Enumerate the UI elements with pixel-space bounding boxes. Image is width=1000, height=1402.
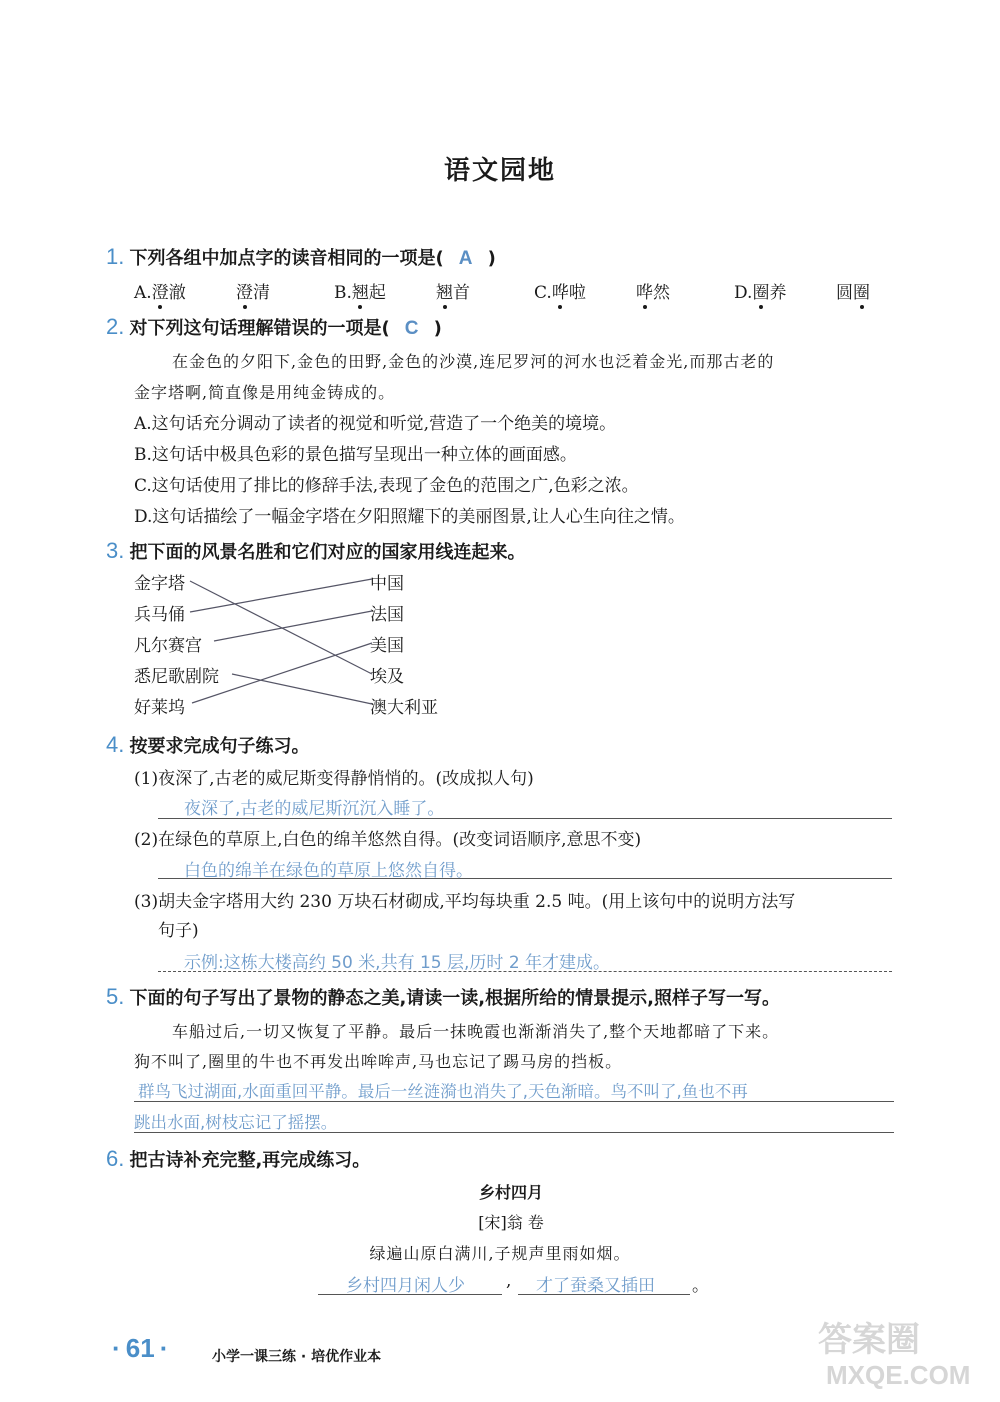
- handwritten-answer: 示例:这栋大楼高约 50 米,共有 15 层,历时 2 年才建成。: [184, 953, 611, 973]
- option-text: 养: [769, 283, 787, 303]
- bullet-dot: ·: [159, 1333, 169, 1363]
- handwritten-answer: 白色的绵羊在绿色的草原上悠然自得。: [184, 861, 473, 881]
- dotted-character: 哗: [636, 283, 653, 303]
- sentence-prompt: (1)夜深了,古老的威尼斯变得静悄悄的。(改成拟人句): [134, 769, 534, 789]
- country-item: 澳大利亚: [370, 698, 438, 718]
- country-item: 美国: [370, 636, 404, 656]
- page-number: [112, 1333, 168, 1364]
- watermark-logo: 答案圈: [818, 1320, 920, 1360]
- landmark-item: 凡尔赛宫: [134, 636, 202, 656]
- sentence-prompt: (2)在绿色的草原上,白色的绵羊悠然自得。(改变词语顺序,意思不变): [134, 830, 642, 850]
- answer-line: [158, 818, 892, 819]
- dotted-character: 翘: [436, 283, 453, 303]
- dotted-character: 圈: [853, 283, 870, 303]
- poem-blank-answer: 才了蚕桑又插田: [536, 1276, 655, 1296]
- question-text: 对下列这句话理解错误的一项是(: [129, 318, 390, 339]
- answer-line: [134, 1132, 894, 1133]
- answer-line: [158, 878, 892, 879]
- poem-blank-line: [518, 1294, 690, 1295]
- dotted-character: 澄: [236, 283, 253, 303]
- answer-letter: C: [404, 318, 419, 339]
- option-text: 澈: [168, 283, 186, 303]
- match-line-hollywood-usa: [192, 643, 372, 703]
- question-close: ): [433, 318, 442, 339]
- poem-title: 乡村四月: [478, 1183, 543, 1202]
- question-6: [106, 1146, 370, 1172]
- dotted-character: 澄: [151, 283, 169, 303]
- bullet-dot: ·: [112, 1333, 121, 1363]
- poem-blank-line: [318, 1294, 502, 1295]
- landmark-item: 好莱坞: [134, 698, 185, 718]
- answer-line: [134, 1101, 894, 1102]
- question-number: 6.: [106, 1146, 125, 1171]
- option-c: C.这句话使用了排比的修辞手法,表现了金色的范围之广,色彩之浓。: [134, 476, 639, 496]
- landmark-item: 兵马俑: [134, 605, 185, 625]
- handwritten-answer: 夜深了,古老的威尼斯沉沉入睡了。: [184, 799, 445, 819]
- page-title: 语文园地: [443, 156, 556, 186]
- answer-line: [158, 971, 892, 972]
- poem-comma: ,: [506, 1271, 512, 1291]
- poem-author: [宋]翁 卷: [478, 1213, 544, 1232]
- country-item: 法国: [370, 605, 404, 625]
- sentence-prompt: (3)胡夫金字塔用大约 230 万块石材砌成,平均每块重 2.5 吨。(用上该句中的说明方法写: [134, 892, 796, 912]
- watermark-url: MXQE.COM: [826, 1360, 971, 1390]
- question-number: 2.: [106, 314, 125, 339]
- page-number-value: 61: [125, 1333, 155, 1363]
- option-text: 起: [368, 283, 386, 303]
- landmark-item: 悉尼歌剧院: [134, 667, 219, 687]
- sentence-prompt-continued: 句子): [158, 921, 199, 941]
- option-text: B.: [334, 283, 352, 303]
- dotted-character: 圈: [752, 283, 770, 303]
- option-d: D.这句话描绘了一幅金字塔在夕阳照耀下的美丽图景,让人心生向往之情。: [134, 507, 685, 527]
- question-text: 下面的句子写出了景物的静态之美,请读一读,根据所给的情景提示,照样子写一写。: [129, 988, 780, 1009]
- dotted-character: 翘: [351, 283, 369, 303]
- match-line-opera-australia: [232, 674, 372, 704]
- landmark-item: 金字塔: [134, 574, 185, 594]
- passage-line: 车船过后,一切又恢复了平静。最后一抹晚霞也渐渐消失了,整个天地都暗了下来。: [172, 1022, 780, 1041]
- question-4: [106, 732, 309, 758]
- option-text: C.: [534, 283, 552, 303]
- option-b: B.这句话中极具色彩的景色描写呈现出一种立体的画面感。: [134, 445, 577, 465]
- question-number: 1.: [106, 244, 125, 269]
- question-text: 按要求完成句子练习。: [129, 736, 310, 757]
- question-text: 把下面的风景名胜和它们对应的国家用线连起来。: [129, 542, 526, 563]
- country-item: 埃及: [370, 667, 404, 687]
- poem-blank-answer: 乡村四月闲人少: [346, 1276, 465, 1296]
- option-text: 圆: [836, 283, 853, 303]
- question-text: 下列各组中加点字的读音相同的一项是(: [129, 248, 444, 269]
- poem-period: 。: [692, 1276, 709, 1296]
- option-text: 首: [453, 283, 470, 303]
- book-title: 小学一课三练 · 培优作业本: [212, 1349, 382, 1365]
- passage-line: 金字塔啊,简直像是用纯金铸成的。: [134, 383, 396, 402]
- country-item: 中国: [370, 574, 404, 594]
- dotted-character: 哗: [551, 283, 569, 303]
- answer-letter: A: [458, 248, 473, 269]
- match-line-versailles-france: [214, 611, 372, 641]
- passage-line: 在金色的夕阳下,金色的田野,金色的沙漠,连尼罗河的河水也泛着金光,而那古老的: [172, 352, 775, 371]
- option-text: A.: [134, 283, 152, 303]
- question-number: 5.: [106, 984, 125, 1009]
- handwritten-answer: 跳出水面,树枝忘记了摇摆。: [134, 1113, 338, 1132]
- handwritten-answer: 群鸟飞过湖面,水面重回平静。最后一丝涟漪也消失了,天色渐暗。鸟不叫了,鱼也不再: [138, 1082, 748, 1101]
- question-number: 3.: [106, 538, 125, 563]
- option-text: 啦: [568, 283, 586, 303]
- question-number: 4.: [106, 732, 125, 757]
- question-5: [106, 984, 780, 1010]
- option-text: 清: [253, 283, 270, 303]
- option-text: D.: [734, 283, 753, 303]
- option-a: A.这句话充分调动了读者的视觉和听觉,营造了一个绝美的境境。: [134, 414, 617, 434]
- passage-line: 狗不叫了,圈里的牛也不再发出哞哞声,马也忘记了踢马房的挡板。: [134, 1052, 623, 1071]
- poem-line: 绿遍山原白满川,子规声里雨如烟。: [369, 1244, 631, 1263]
- question-close: ): [487, 248, 496, 269]
- question-text: 把古诗补充完整,再完成练习。: [129, 1150, 371, 1171]
- option-text: 然: [653, 283, 670, 303]
